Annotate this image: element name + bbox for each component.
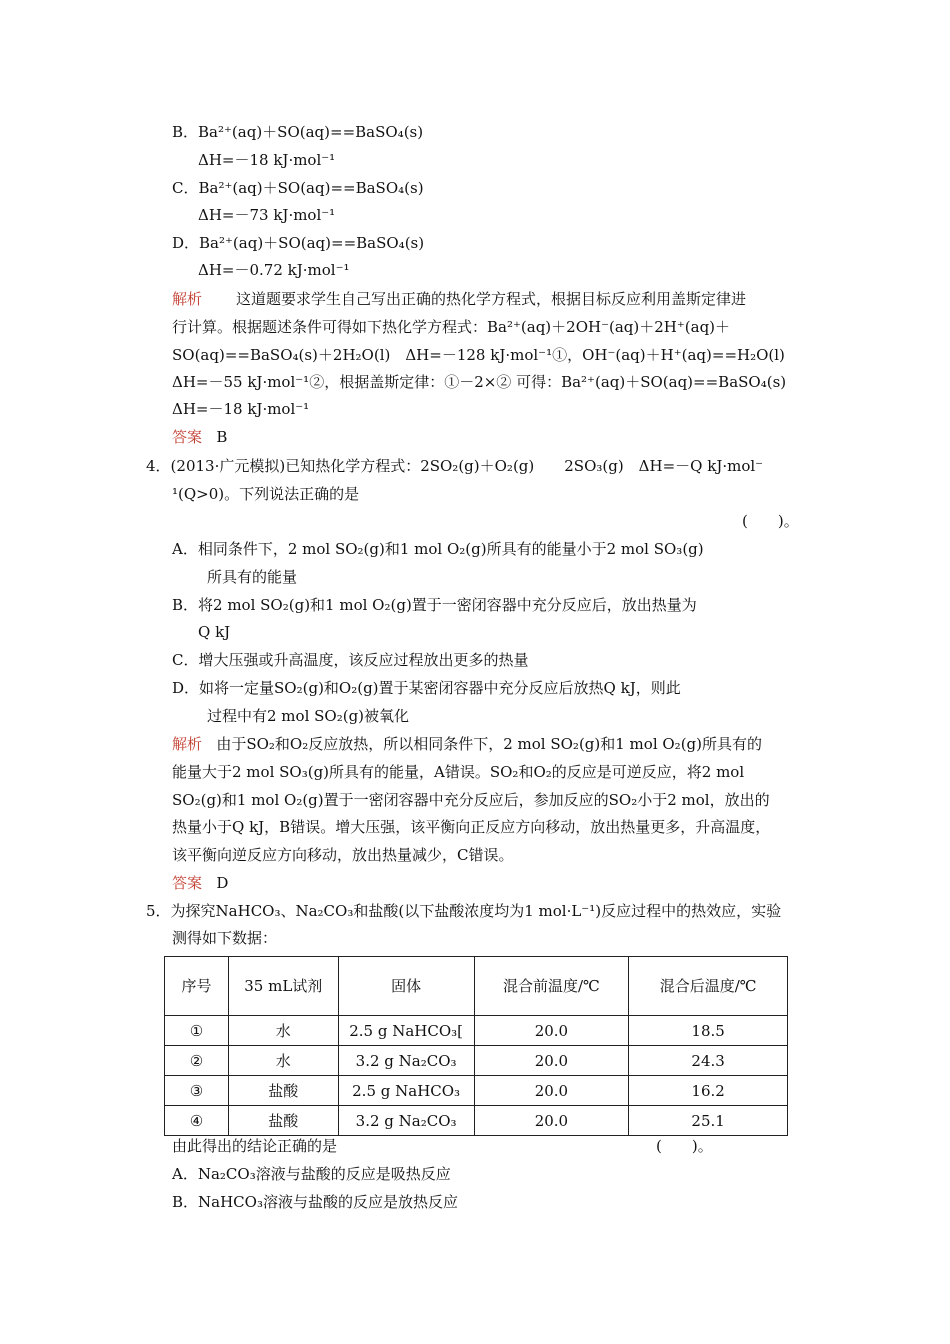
table-cell: 20.0 (474, 1076, 629, 1106)
q5-option-b: B．NaHCO₃溶液与盐酸的反应是放热反应 (172, 1193, 458, 1211)
answer-label: 答案 (172, 428, 203, 446)
table-cell: 16.2 (629, 1076, 788, 1106)
q4-option-c: C．增大压强或升高温度，该反应过程放出更多的热量 (172, 651, 529, 669)
q3-analysis-line-1: 解析 这道题要求学生自己写出正确的热化学方程式，根据目标反应利用盖斯定律进 (172, 290, 747, 308)
table-row (165, 1016, 788, 1046)
data-table (164, 956, 788, 1136)
table-cell: 24.3 (629, 1046, 788, 1076)
q3-option-b: B．Ba²⁺(aq)＋SO(aq)==BaSO₄(s) (172, 123, 424, 141)
q3-analysis-line-3: SO(aq)==BaSO₄(s)＋2H₂O(l) ΔH=－128 kJ·mol⁻¹①，OH⁻(aq)＋H⁺(aq)==H₂O(l) (172, 346, 785, 364)
q5-answer-bracket: ( )。 (656, 1137, 713, 1155)
q5-stem-line-2: 测得如下数据： (172, 929, 278, 947)
table-cell: 3.2 g Na₂CO₃ (338, 1106, 474, 1136)
table-cell: 水 (228, 1046, 338, 1076)
table-cell: ④ (165, 1106, 229, 1136)
table-cell: 2.5 g NaHCO₃[ (338, 1016, 474, 1046)
q4-answer: 答案 D (172, 874, 229, 892)
table-cell: 3.2 g Na₂CO₃ (338, 1046, 474, 1076)
q3-answer: 答案 B (172, 428, 228, 446)
table-cell: 2.5 g NaHCO₃ (338, 1076, 474, 1106)
q3-option-d: D．Ba²⁺(aq)＋SO(aq)==BaSO₄(s) (172, 234, 425, 252)
table-cell: 20.0 (474, 1106, 629, 1136)
q4-analysis-line-2: 能量大于2 mol SO₃(g)所具有的能量，A错误。SO₂和O₂的反应是可逆反应，将2 mol (172, 763, 745, 781)
table-cell: 18.5 (629, 1016, 788, 1046)
q4-option-d: D．如将一定量SO₂(g)和O₂(g)置于某密闭容器中充分反应后放热Q kJ，则此 (172, 679, 681, 697)
q4-option-b: B．将2 mol SO₂(g)和1 mol O₂(g)置于一密闭容器中充分反应后，放出热量为 (172, 596, 697, 614)
q3-option-c: C．Ba²⁺(aq)＋SO(aq)==BaSO₄(s) (172, 179, 424, 197)
table-cell: ① (165, 1016, 229, 1046)
table-row (165, 1046, 788, 1076)
table-cell: 水 (228, 1016, 338, 1046)
q5-option-a: A．Na₂CO₃溶液与盐酸的反应是吸热反应 (172, 1165, 451, 1183)
table-row (165, 1076, 788, 1106)
q4-analysis-line-4: 热量小于Q kJ，B错误。增大压强，该平衡向正反应方向移动，放出热量更多，升高温度， (172, 818, 771, 836)
table-cell: ③ (165, 1076, 229, 1106)
q3-analysis-line-5: ΔH=－18 kJ·mol⁻¹ (172, 400, 310, 418)
analysis-label: 解析 (172, 735, 203, 753)
table-header-cell: 序号 (165, 957, 229, 1016)
q4-stem-line-2: ¹(Q>0)。下列说法正确的是 (172, 485, 360, 503)
q5-conclusion: 由此得出的结论正确的是 (172, 1137, 338, 1155)
table-cell: 20.0 (474, 1016, 629, 1046)
q3-option-b-dh: ΔH=－18 kJ·mol⁻¹ (198, 151, 336, 169)
table-cell: ② (165, 1046, 229, 1076)
q4-stem-line-1: 4．(2013·广元模拟)已知热化学方程式：2SO₂(g)＋O₂(g) 2SO₃(g) ΔH=－Q kJ·mol⁻ (146, 457, 764, 475)
q4-analysis-line-5: 该平衡向逆反应方向移动，放出热量减少，C错误。 (172, 846, 514, 864)
q5-stem-line-1: 5．为探究NaHCO₃、Na₂CO₃和盐酸(以下盐酸浓度均为1 mol·L⁻¹)反应过程中的热效应，实验 (146, 902, 782, 920)
q3-option-c-dh: ΔH=－73 kJ·mol⁻¹ (198, 206, 336, 224)
q4-analysis-line-3: SO₂(g)和1 mol O₂(g)置于一密闭容器中充分反应后，参加反应的SO₂小于2 mol，放出的 (172, 791, 770, 809)
q4-answer-bracket: ( )。 (742, 512, 799, 530)
q3-analysis-line-2: 行计算。根据题述条件可得如下热化学方程式：Ba²⁺(aq)＋2OH⁻(aq)＋2H⁺(aq)＋ (172, 318, 731, 336)
table-cell: 盐酸 (228, 1106, 338, 1136)
q4-option-b-cont: Q kJ (198, 623, 231, 641)
table-header-cell: 固体 (338, 957, 474, 1016)
q3-option-d-dh: ΔH=－0.72 kJ·mol⁻¹ (198, 261, 350, 279)
analysis-label: 解析 (172, 290, 203, 308)
table-cell: 盐酸 (228, 1076, 338, 1106)
table-header-cell: 混合前温度/℃ (474, 957, 629, 1016)
q4-option-d-cont: 过程中有2 mol SO₂(g)被氧化 (207, 707, 410, 725)
table-cell: 20.0 (474, 1046, 629, 1076)
table-header-cell: 35 mL试剂 (228, 957, 338, 1016)
table-cell: 25.1 (629, 1106, 788, 1136)
answer-label: 答案 (172, 874, 203, 892)
q4-option-a: A．相同条件下，2 mol SO₂(g)和1 mol O₂(g)所具有的能量小于2 mol SO₃(g) (172, 540, 704, 558)
q4-option-a-cont: 所具有的能量 (207, 568, 298, 586)
table-header-cell: 混合后温度/℃ (629, 957, 788, 1016)
table-row (165, 1106, 788, 1136)
q4-analysis-line-1: 解析 由于SO₂和O₂反应放热，所以相同条件下，2 mol SO₂(g)和1 mol O₂(g)所具有的 (172, 735, 762, 753)
table-header-row (165, 957, 788, 1016)
q3-analysis-line-4: ΔH=－55 kJ·mol⁻¹②，根据盖斯定律：①－2×② 可得：Ba²⁺(aq)＋SO(aq)==BaSO₄(s) (172, 373, 787, 391)
